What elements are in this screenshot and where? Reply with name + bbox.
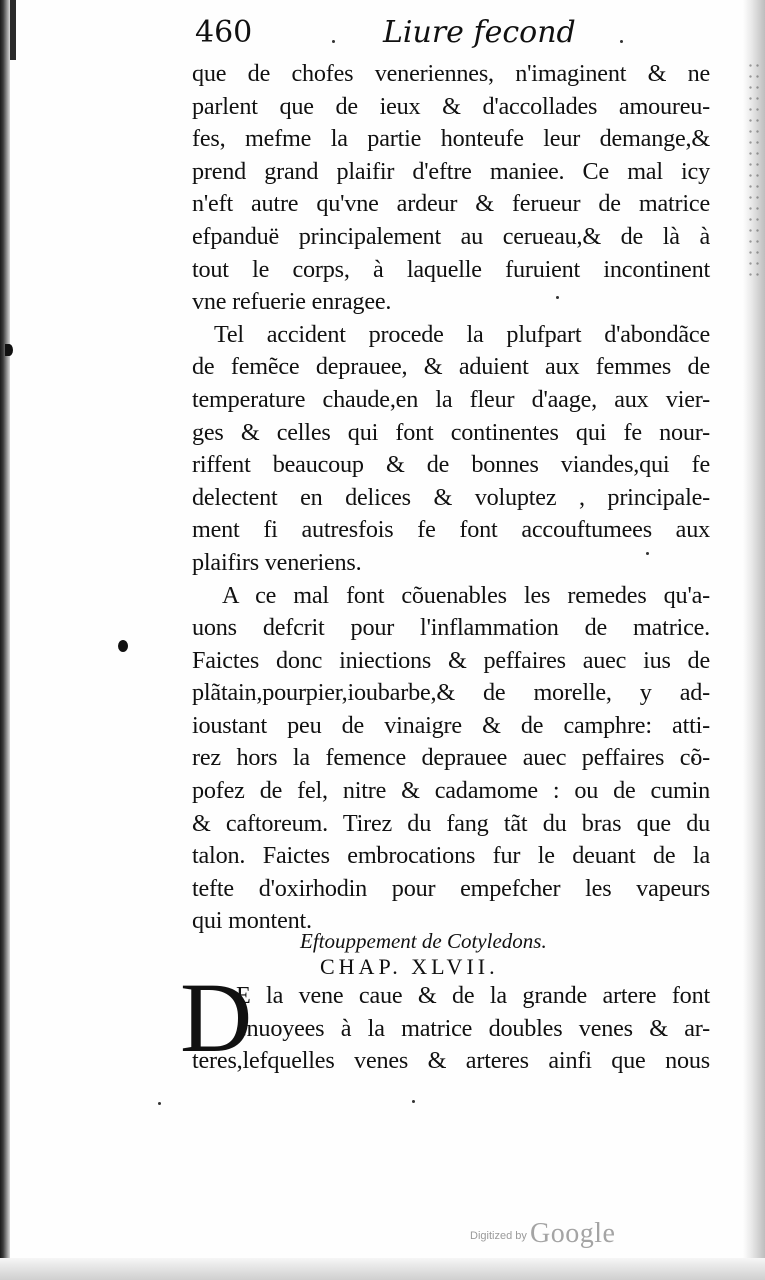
text-line: teres,lefquelles venes & arteres ainfi que nous bbox=[192, 1047, 710, 1075]
page-edge-left bbox=[0, 0, 10, 1280]
text-line: vne refuerie enragee. bbox=[192, 288, 392, 316]
text-line: temperature chaude,en la fleur d'aage, aux vier- bbox=[192, 385, 710, 413]
running-head-title: Liure fecond bbox=[383, 15, 576, 50]
digitized-label: Digitized by bbox=[470, 1230, 527, 1242]
margin-mark bbox=[5, 344, 13, 356]
text-line: qui montent. bbox=[192, 907, 312, 935]
text-line: rez hors la femence deprauee auec peffaires cõ- bbox=[192, 744, 710, 772]
text-line: n'eft autre qu'vne ardeur & ferueur de matrice bbox=[192, 190, 710, 218]
digitization-watermark bbox=[470, 1218, 650, 1248]
text-line: talon. Faictes embrocations fur le deuant de la bbox=[192, 842, 710, 870]
text-line: que de chofes veneriennes, n'imaginent & ne bbox=[192, 60, 710, 87]
text-line: ges & celles qui font continentes qui fe nour- bbox=[192, 418, 710, 446]
drop-cap: D bbox=[180, 962, 253, 1073]
running-header bbox=[195, 12, 725, 54]
text-line: riffent beaucoup & de bonnes viandes,qui fe bbox=[192, 451, 710, 479]
page-edge-corner bbox=[10, 0, 16, 60]
body-text bbox=[192, 58, 710, 938]
text-line: de femẽce deprauee, & aduient aux femmes de bbox=[192, 353, 710, 381]
text-line: tefte d'oxirhodin pour empefcher les vapeurs bbox=[192, 874, 710, 902]
text-line: ioustant peu de vinaigre & de camphre: atti- bbox=[192, 711, 710, 739]
text-line: delectent en delices & voluptez , principale- bbox=[192, 483, 710, 511]
text-line: Faictes donc iniections & peffaires auec ius de bbox=[192, 646, 710, 674]
text-line: tout le corps, à laquelle furuient incontinent bbox=[192, 255, 710, 283]
text-line: Tel accident procede la plufpart d'abondãce bbox=[214, 320, 710, 348]
text-line: parlent que de ieux & d'accollades amoureu- bbox=[192, 92, 710, 120]
text-line: E la vene caue & de la grande artere font bbox=[236, 982, 710, 1009]
text-line: ment fi autresfois fe font accouftumees aux bbox=[192, 516, 710, 544]
text-line: & caftoreum. Tirez du fang tãt du bras que du bbox=[192, 809, 710, 837]
text-line: efpanduë principalement au cerueau,& de là à bbox=[192, 222, 710, 250]
text-line: pofez de fel, nitre & cadamome : ou de cumin bbox=[192, 777, 710, 805]
chapter-number: CHAP. XLVII. bbox=[320, 954, 499, 979]
page-number: 460 bbox=[195, 15, 253, 50]
text-line: enuoyees à la matrice doubles venes & ar- bbox=[236, 1014, 710, 1042]
page-edge-bottom bbox=[0, 1258, 765, 1280]
ink-speck bbox=[412, 1100, 415, 1103]
chapter-title: Eftouppement de Cotyledons. bbox=[300, 929, 547, 953]
watermark-brand: Google bbox=[530, 1218, 616, 1249]
text-line: prend grand plaifir d'eftre maniee. Ce mal icy bbox=[192, 157, 710, 185]
text-line: uons defcrit pour l'inflammation de matrice. bbox=[192, 614, 710, 642]
edge-specks bbox=[747, 60, 761, 280]
ink-speck bbox=[158, 1102, 161, 1105]
text-line: fes, mefme la partie honteufe leur demange,& bbox=[192, 125, 710, 153]
text-line: A ce mal font cõuenables les remedes qu'a- bbox=[222, 581, 710, 609]
ink-blot bbox=[118, 640, 128, 652]
text-line: plãtain,pourpier,ioubarbe,& de morelle, y ad- bbox=[192, 679, 710, 707]
chapter-text bbox=[192, 980, 710, 1078]
text-line: plaifirs veneriens. bbox=[192, 548, 362, 576]
